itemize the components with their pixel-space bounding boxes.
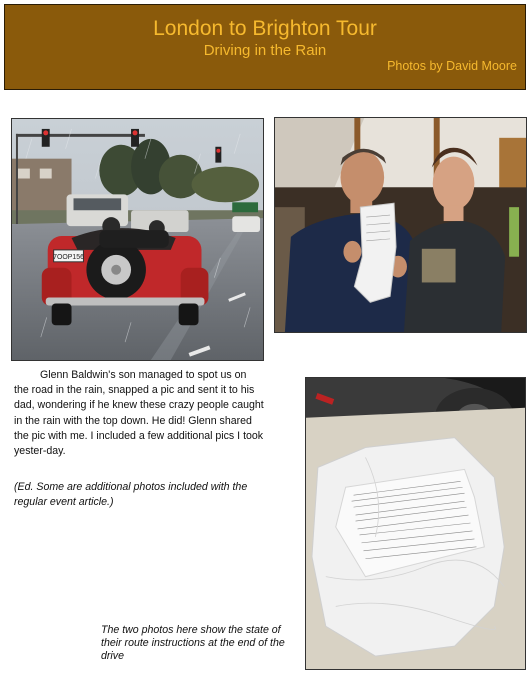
license-plate: 7OOP156 bbox=[53, 253, 84, 261]
article-body: Glenn Baldwin's son managed to spot us on the road in the rain, snapped a pic and sent it to his dad, wondering if he knew these crazy people caught in the rain with the top down. He did! Glenn shared the pic with me. I included a few additional pics I took yester-day. bbox=[14, 369, 264, 458]
photo-credit: Photos by David Moore bbox=[387, 59, 517, 73]
photo-crumpled-instructions bbox=[305, 377, 526, 670]
header-banner bbox=[4, 4, 526, 90]
photo-car-in-rain bbox=[11, 118, 264, 361]
editor-note: (Ed. Some are additional photos included with the regular event article.) bbox=[14, 481, 248, 509]
photo-caption: The two photos here show the state of their route instructions at the end of the drive bbox=[101, 624, 285, 662]
page-title: London to Brighton Tour bbox=[153, 17, 377, 40]
photo-holding-instructions bbox=[274, 117, 527, 333]
page-subtitle: Driving in the Rain bbox=[203, 42, 327, 59]
